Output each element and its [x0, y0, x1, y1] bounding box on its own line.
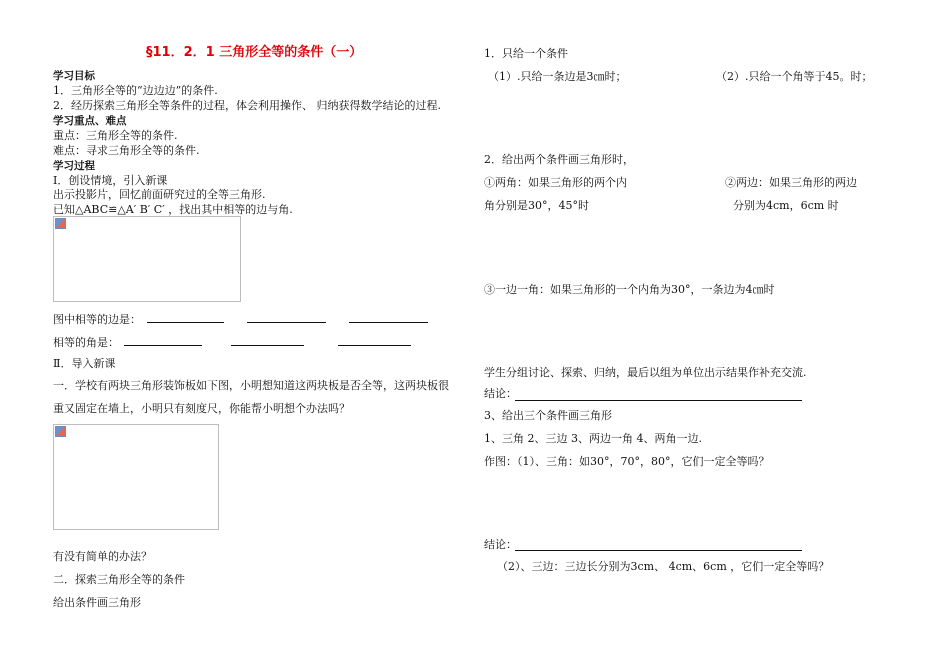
two-angles-line-1: ①两角：如果三角形的两个内: [484, 176, 627, 189]
goals-heading: 学习目标: [53, 70, 95, 82]
equal-sides-label: 图中相等的边是：: [53, 313, 141, 326]
one-side-case: （1）.只给一条边是3㎝时；: [488, 70, 627, 83]
group-discussion: 学生分组讨论、探索、归纳，最后以组为单位出示结果作补充交流.: [484, 366, 807, 379]
problem-line-1: 一．学校有两块三角形装饰板如下图，小明想知道这两块板是否全等，这两块板很: [53, 379, 449, 392]
three-conditions-heading: 3、给出三个条件画三角形: [484, 409, 612, 422]
page-title: §11．2．1 三角形全等的条件（一）: [146, 45, 363, 60]
key-point: 重点：三角形全等的条件.: [53, 129, 178, 142]
three-conditions-options: 1、三角 2、三边 3、两边一角 4、两角一边.: [484, 432, 702, 445]
equal-side-blank-3[interactable]: [349, 322, 428, 323]
equal-side-blank-1[interactable]: [147, 322, 224, 323]
one-condition-heading: 1．只给一个条件: [484, 47, 568, 60]
step-1-line-1: 出示投影片，回忆前面研究过的全等三角形.: [53, 188, 266, 201]
equal-angle-blank-2[interactable]: [231, 345, 304, 346]
step-1-line-2: 已知△ABC≌△A′ B′ C′ ，找出其中相等的边与角.: [53, 203, 293, 216]
difficult-point: 难点：寻求三角形全等的条件.: [53, 144, 200, 157]
two-sides-line-1: ②两边：如果三角形的两边: [725, 176, 857, 189]
side-angle-case: ③一边一角：如果三角形的一个内角为30°，一条边为4㎝时: [484, 283, 775, 296]
equal-angle-blank-3[interactable]: [338, 345, 411, 346]
equal-angle-blank-1[interactable]: [124, 345, 202, 346]
process-heading: 学习过程: [53, 160, 95, 172]
three-angles-drawing: 作图：（1）、三角：如30°，70°，80°，它们一定全等吗？: [484, 455, 770, 468]
equal-side-blank-2[interactable]: [247, 322, 326, 323]
decoration-boards-image: [53, 424, 219, 530]
step-1-heading: Ⅰ．创设情境，引入新课: [53, 174, 168, 187]
goal-item-2: 2．经历探索三角形全等条件的过程，体会利用操作、 归纳获得数学结论的过程.: [53, 99, 441, 112]
explore-heading: 二．探索三角形全等的条件: [53, 573, 185, 586]
goal-item-1: 1．三角形全等的“边边边”的条件.: [53, 84, 218, 97]
conclusion-label-2: 结论：: [484, 538, 517, 551]
step-2-heading: Ⅱ．导入新课: [53, 357, 116, 370]
problem-line-2: 重又固定在墙上，小明只有刻度尺，你能帮小明想个办法吗？: [53, 402, 350, 415]
key-points-heading: 学习重点、难点: [53, 115, 127, 127]
draw-heading: 给出条件画三角形: [53, 596, 141, 609]
triangle-figure-image: [53, 216, 241, 302]
conclusion-label-1: 结论：: [484, 387, 517, 400]
image-placeholder-icon: [55, 426, 66, 437]
two-angles-line-2: 角分别是30°，45°时: [484, 199, 589, 212]
simple-method-question: 有没有简单的办法？: [53, 550, 152, 563]
two-sides-line-2: 分别为4cm，6cm 时: [733, 199, 839, 212]
conclusion-blank-1[interactable]: [515, 400, 802, 401]
equal-angles-label: 相等的角是：: [53, 336, 119, 349]
three-sides-case: （2）、三边：三边长分别为3cm、 4cm、6cm ，它们一定全等吗？: [497, 560, 830, 573]
image-placeholder-icon: [55, 218, 66, 229]
one-angle-case: （2）.只给一个角等于45。时；: [716, 70, 873, 83]
conclusion-blank-2[interactable]: [515, 550, 802, 551]
two-conditions-heading: 2．给出两个条件画三角形时，: [484, 153, 634, 166]
